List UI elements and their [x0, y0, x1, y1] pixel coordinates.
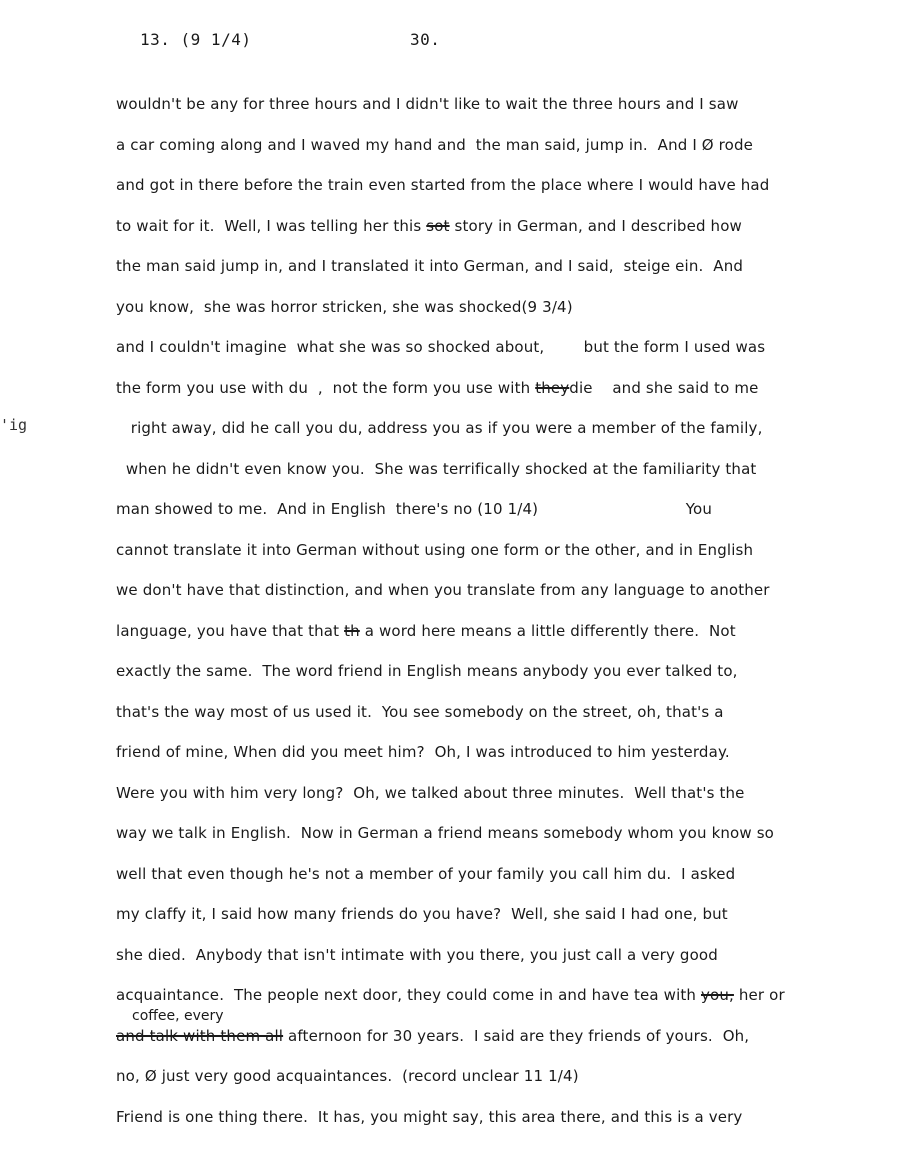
- transcript-line: no, Ø just very good acquaintances. (record unclear 11 1/4): [116, 1067, 579, 1085]
- line-text: afternoon for 30 years. I said are they friends of yours. Oh,: [283, 1027, 750, 1045]
- line-text: die and she said to me: [569, 379, 759, 397]
- handwritten-insertion: coffee, every: [132, 1008, 224, 1024]
- transcript-line: that's the way most of us used it. You see somebody on the street, oh, that's a: [116, 703, 724, 721]
- transcript-line: [116, 985, 785, 1005]
- transcript-line: [116, 1026, 749, 1046]
- line-text: her or: [733, 986, 785, 1004]
- transcript-line: Friend is one thing there. It has, you might say, this area there, and this is a very: [116, 1108, 743, 1126]
- transcript-line: the man said jump in, and I translated it into German, and I said, steige ein. And: [116, 257, 744, 275]
- struck-text: and talk with them all: [116, 1027, 284, 1045]
- line-text: to wait for it. Well, I was telling her this: [116, 217, 427, 235]
- transcript-line: we don't have that distinction, and when you translate from any language to another: [116, 581, 770, 599]
- transcript-line: you know, she was horror stricken, she was shocked(9 3/4): [116, 298, 573, 316]
- struck-text: you,: [701, 986, 734, 1004]
- line-text: the form you use with du , not the form you use with: [116, 379, 536, 397]
- transcript-line: and got in there before the train even started from the place where I would have had: [116, 176, 770, 194]
- transcript-line: well that even though he's not a member of your family you call him du. I asked: [116, 865, 736, 883]
- transcript-line: and I couldn't imagine what she was so shocked about, but the form I used was: [116, 338, 766, 356]
- margin-note: 'ig: [0, 416, 28, 434]
- page-number: 30.: [410, 30, 441, 49]
- struck-text: th: [344, 622, 360, 640]
- page-section-marker: 13. (9 1/4): [140, 30, 252, 49]
- transcript-line: right away, did he call you du, address you as if you were a member of the family,: [116, 419, 763, 437]
- transcript-line: exactly the same. The word friend in English means anybody you ever talked to,: [116, 662, 738, 680]
- line-text: language, you have that that: [116, 622, 345, 640]
- transcript-line: cannot translate it into German without using one form or the other, and in English: [116, 541, 754, 559]
- transcript-line: a car coming along and I waved my hand and the man said, jump in. And I Ø rode: [116, 136, 754, 154]
- transcript-line: she died. Anybody that isn't intimate with you there, you just call a very good: [116, 946, 718, 964]
- transcript-line: [116, 621, 736, 641]
- transcript-line: way we talk in English. Now in German a friend means somebody whom you know so: [116, 824, 775, 842]
- transcript-line: friend of mine, When did you meet him? Oh, I was introduced to him yesterday.: [116, 743, 730, 761]
- transcript-line: [116, 378, 758, 398]
- transcript-line: man showed to me. And in English there's no (10 1/4) You: [116, 500, 713, 518]
- struck-text: they: [535, 379, 570, 397]
- struck-text: sot: [426, 217, 450, 235]
- line-text: acquaintance. The people next door, they could come in and have tea with: [116, 986, 701, 1004]
- line-text: a word here means a little differently there. Not: [359, 622, 736, 640]
- transcript-line: wouldn't be any for three hours and I didn't like to wait the three hours and I saw: [116, 95, 739, 113]
- line-text: story in German, and I described how: [449, 217, 742, 235]
- transcript-line: when he didn't even know you. She was terrifically shocked at the familiarity that: [116, 460, 757, 478]
- transcript-line: my claffy it, I said how many friends do you have? Well, she said I had one, but: [116, 905, 728, 923]
- transcript-line: Were you with him very long? Oh, we talked about three minutes. Well that's the: [116, 784, 745, 802]
- transcript-line: [116, 216, 742, 236]
